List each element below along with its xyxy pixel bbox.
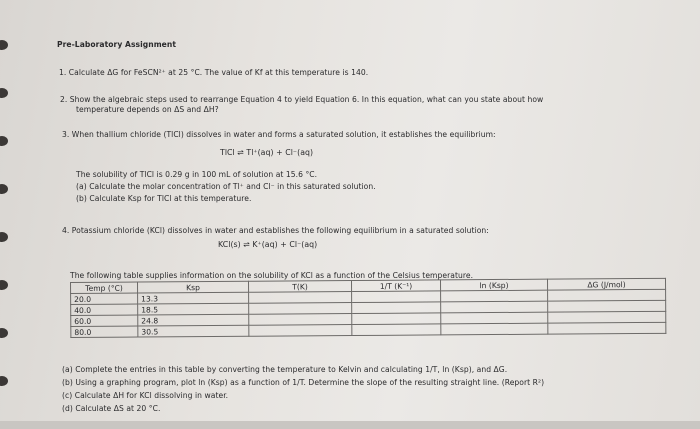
- page-bottom-edge: [0, 421, 700, 429]
- question-2-line-2: temperature depends on ΔS and ΔH?: [76, 105, 219, 114]
- question-3-solubility: The solubility of TlCl is 0.29 g in 100 mL of solution at 15.6 °C.: [76, 170, 318, 179]
- table-caption: The following table supplies information on the solubility of KCl as a function of the Celsius temperature.: [70, 271, 474, 280]
- column-header-ksp: Ksp: [138, 281, 249, 293]
- cell-inverse-t: [352, 324, 441, 336]
- column-header-tk: T(K): [248, 281, 351, 293]
- binder-hole: [0, 280, 8, 290]
- cell-ln-ksp: [441, 301, 548, 313]
- question-4-part-d: (d) Calculate ΔS at 20 °C.: [62, 404, 161, 413]
- question-4-part-a: (a) Complete the entries in this table by converting the temperature to Kelvin and calculating 1/T, ln (Ksp), and ΔG.: [62, 365, 508, 374]
- cell-ln-ksp: [441, 290, 548, 302]
- column-header-delta-g: ΔG (J/mol): [547, 278, 665, 290]
- cell-inverse-t: [352, 313, 441, 325]
- cell-ln-ksp: [441, 323, 548, 335]
- cell-delta-g: [548, 289, 666, 301]
- binder-hole: [0, 136, 8, 146]
- cell-delta-g: [548, 322, 666, 334]
- binder-hole: [0, 376, 8, 386]
- question-2-line-1: 2. Show the algebraic steps used to rearrange Equation 4 to yield Equation 6. In this equation, what can you state about how: [60, 95, 544, 104]
- question-4-part-b: (b) Using a graphing program, plot ln (Ksp) as a function of 1/T. Determine the slope of the resulting straight line. (Report R²): [62, 378, 545, 387]
- question-3-equation: TlCl ⇌ Tl⁺(aq) + Cl⁻(aq): [220, 148, 314, 157]
- cell-ksp: 13.3: [138, 292, 249, 304]
- cell-ksp: 18.5: [138, 303, 249, 315]
- cell-ln-ksp: [441, 312, 548, 324]
- binder-hole: [0, 232, 8, 242]
- cell-ksp: 24.8: [138, 314, 249, 326]
- cell-temp: 60.0: [71, 315, 138, 326]
- cell-temp: 40.0: [71, 304, 138, 315]
- binder-holes: [0, 0, 14, 429]
- question-4-equation: KCl(s) ⇌ K⁺(aq) + Cl⁻(aq): [218, 240, 318, 249]
- cell-delta-g: [548, 311, 666, 323]
- cell-inverse-t: [352, 302, 441, 314]
- question-4-line-1: 4. Potassium chloride (KCl) dissolves in water and establishes the following equilibrium in a saturated solution:: [62, 226, 489, 235]
- binder-hole: [0, 328, 8, 338]
- page-title: Pre-Laboratory Assignment: [57, 40, 176, 49]
- column-header-temp: Temp (°C): [71, 282, 138, 293]
- question-1: 1. Calculate ΔG for FeSCN²⁺ at 25 °C. The value of Kf at this temperature is 140.: [59, 68, 369, 77]
- cell-temp: 20.0: [71, 293, 138, 304]
- cell-delta-g: [548, 300, 666, 312]
- question-3-part-a: (a) Calculate the molar concentration of Tl⁺ and Cl⁻ in this saturated solution.: [76, 182, 376, 191]
- cell-ksp: 30.5: [138, 325, 249, 337]
- cell-tk: [249, 325, 352, 337]
- cell-temp: 80.0: [71, 326, 138, 337]
- column-header-inverse-t: 1/T (K⁻¹): [351, 280, 440, 292]
- question-4-part-c: (c) Calculate ΔH for KCl dissolving in water.: [62, 391, 229, 400]
- cell-inverse-t: [352, 291, 441, 303]
- column-header-ln-ksp: ln (Ksp): [440, 279, 547, 291]
- cell-tk: [249, 303, 352, 315]
- binder-hole: [0, 88, 8, 98]
- question-3-line-1: 3. When thallium chloride (TlCl) dissolves in water and forms a saturated solution, it establishes the equilibrium:: [62, 130, 496, 139]
- solubility-table: [70, 278, 666, 338]
- cell-tk: [249, 314, 352, 326]
- binder-hole: [0, 40, 8, 50]
- binder-hole: [0, 184, 8, 194]
- question-3-part-b: (b) Calculate Ksp for TlCl at this temperature.: [76, 194, 252, 203]
- cell-tk: [249, 292, 352, 304]
